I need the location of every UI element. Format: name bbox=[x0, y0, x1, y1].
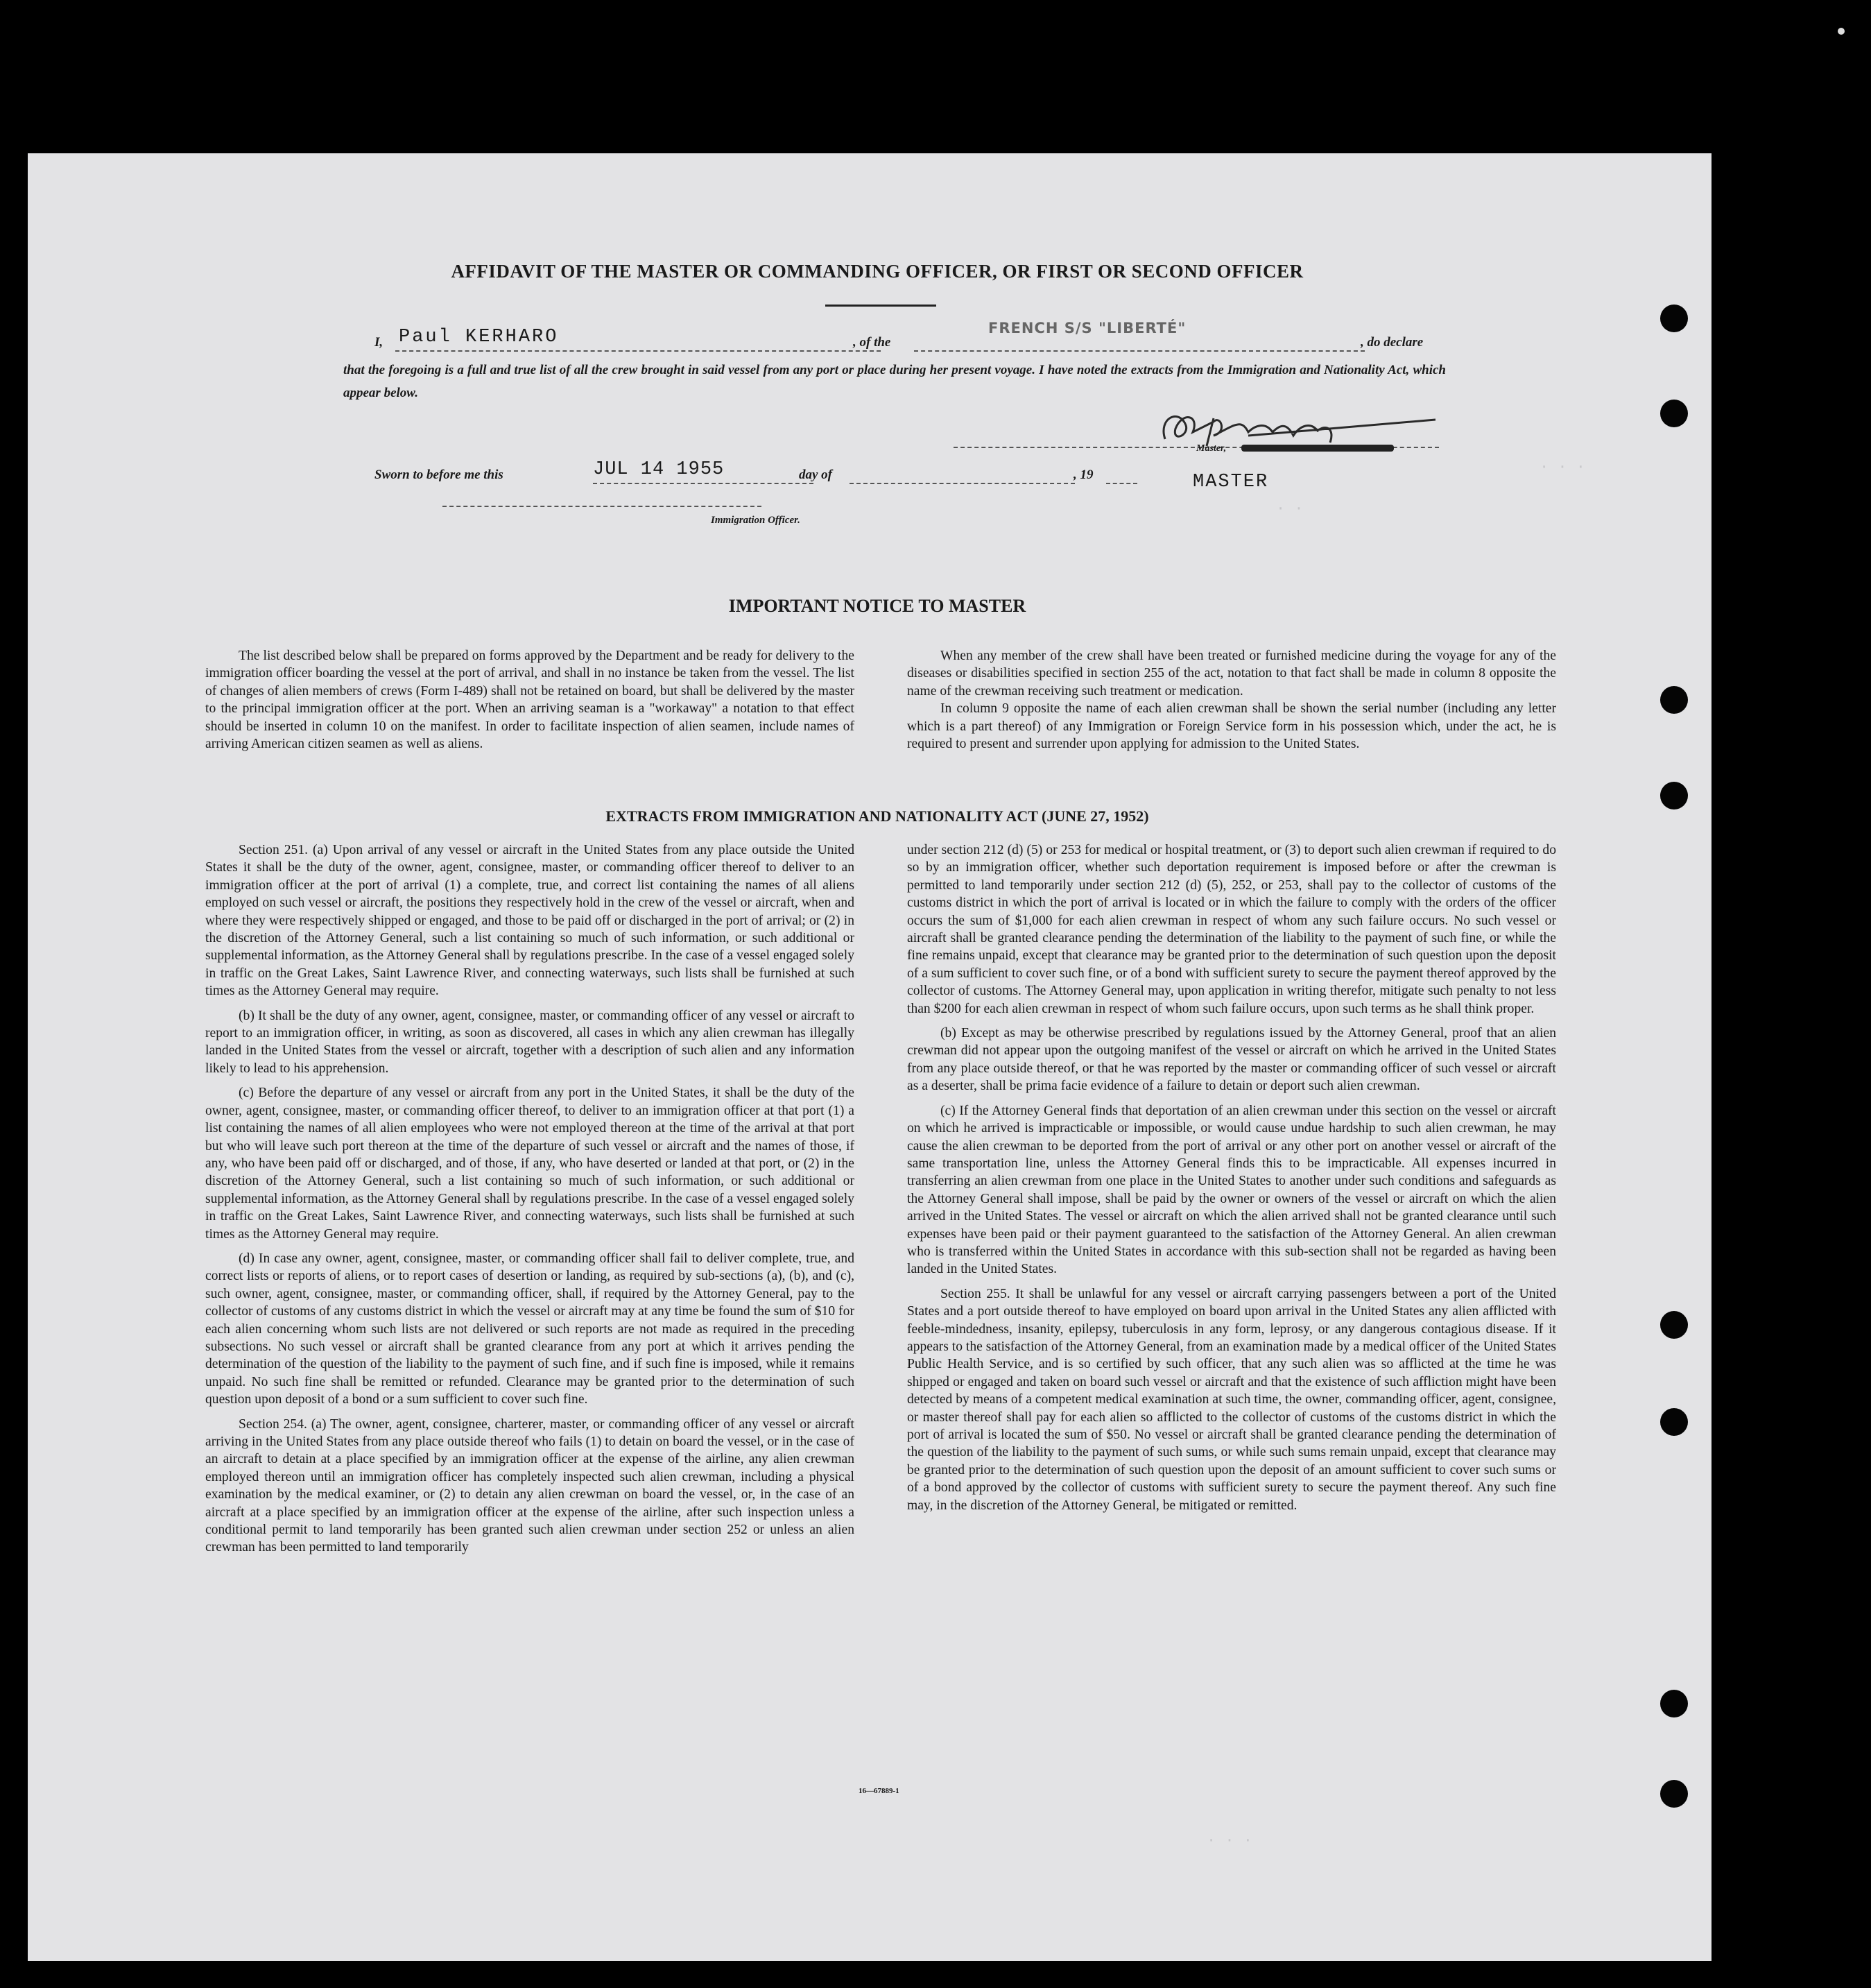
form-code: 16—67889-1 bbox=[859, 1787, 899, 1795]
title-rule bbox=[825, 305, 936, 307]
master-name: Paul KERHARO bbox=[399, 327, 559, 348]
section-255: Section 255. It shall be unlawful for any vessel or aircraft carrying passengers between a port of the United States and a port outside thereof to have employed on board upon arrival in the United States any alien afflicted with feeble-mindedness, insanity, epilepsy, tuberculosis in any form, leprosy, or any dangerous contagious disease. If it appears to the satisfaction of the Attorney General, from an examination made by a medical officer of the United States Public Health Service, and is so certified by such officer, that any such alien was so afflicted at the time he was shipped or engaged and taken on board such vessel or aircraft and that the existence of such affliction might have been detected by means of a competent medical examination at such time, the owner, commanding officer, agent, consignee, or master thereof shall pay for each alien so afflicted to the collector of customs of the customs district in which the port of arrival is located the sum of $50. No vessel or aircraft shall be granted clearance pending the determination of the question of the liability to the payment of such sums, or while such sums remain unpaid, except that clearance may be granted prior to the determination of such question upon the deposit of an amount sufficient to cover such sums or of a bond approved by the collector of customs with sufficient surety to secure the payment thereof. Any such fine may, in the discretion of the Attorney General, be mitigated or remitted. bbox=[907, 1286, 1556, 1513]
officer-signature-line bbox=[442, 493, 761, 507]
bleed-through-text: · · bbox=[1276, 500, 1304, 517]
declaration-text: that the foregoing is a full and true list of all the crew brought in said vessel from any port or place during her present voyage. I have noted the extracts from the Immigration and Nationality Act, which appear below. bbox=[343, 363, 1446, 400]
binder-hole bbox=[1660, 400, 1688, 427]
section-254a: Section 254. (a) The owner, agent, consignee, charterer, master, or commanding officer of any vessel or aircraft arriving in the United States from any place outside thereof who fails (1) to detain on board the vessel, or in the case of an aircraft to detain at a place specified by an immigration officer at the expense of the airline, any alien crewman employed thereon until an immigration officer has completely inspected such alien crewman, including a physical examination by the medical examiner, or (2) to detain any alien crewman on board the vessel, or, in the case of an aircraft at a place specified by an immigration officer at the expense of the airline, after such inspection unless a conditional permit to land temporarily has been granted such alien crewman under section 252 or unless an alien crewman has been permitted to land temporarily bbox=[205, 1416, 854, 1555]
notice-title: IMPORTANT NOTICE TO MASTER bbox=[728, 596, 1026, 616]
notice-right-column bbox=[907, 647, 1556, 760]
binder-hole bbox=[1660, 1311, 1688, 1339]
binder-hole bbox=[1660, 686, 1688, 714]
section-254b: (b) Except as may be otherwise prescribed by regulations issued by the Attorney General, proof that an alien crewman did not appear upon the outgoing manifest of the vessel or aircraft on which he arrived in the United States from any place outside thereof, or that he was reported by the master or commanding officer of such vessel or aircraft as a deserter, shall be prima facie evidence of a failure to detain or deport such alien crewman. bbox=[907, 1026, 1556, 1094]
scan-speck bbox=[1838, 28, 1845, 35]
notice-paragraph: The list described below shall be prepared on forms approved by the Department and be ready for delivery to the immigration officer boarding the vessel at the port of arrival, and shall in no instance be taken from the vessel. The list of changes of alien members of crews (Form I-489) shall not be retained on board, but shall be delivered by the master to the principal immigration officer at the port. When an arriving seaman is a "workaway" a notation to that effect should be inserted in column 10 on the manifest. In order to facilitate inspection of alien seamen, include names of arriving American citizen seamen as well as aliens. bbox=[205, 649, 854, 752]
signer-title: MASTER bbox=[1193, 472, 1269, 492]
section-251c: (c) Before the departure of any vessel or aircraft from any port in the United States, it shall be the duty of the owner, agent, consignee, master, or commanding officer thereof, to deliver to an immigration officer at that port (1) a list containing the names of all alien employees who were not employed thereon at the time of the arrival at that port but who will leave such port thereon at the time of the departure of such vessel or aircraft and the names of those, if any, who have been paid off or discharged, and of those, if any, who have deserted or landed at that port, or (2) in the discretion of the Attorney General, such a list containing so much of such information, or such additional or supplemental information, as the Attorney General shall by regulations prescribe. In the case of a vessel engaged solely in traffic on the Great Lakes, Saint Lawrence River, and connecting waterways, such lists shall be furnished at such times as the Attorney General may require. bbox=[205, 1086, 854, 1242]
section-254a-continued: under section 212 (d) (5) or 253 for medical or hospital treatment, or (3) to deport such alien crewman if required to do so by an immigration officer, whether such deportation requirement is imposed before or after the crewman is permitted to land temporarily under section 212 (d) (5), 252, or 253, shall pay to the collector of customs of the customs district in which the port of arrival is located or in which the failure to comply with the orders of the officer occurs the sum of $1,000 for each alien crewman in respect of whom any such failure occurs. No such vessel or aircraft shall be granted clearance pending the determination of the liability to the payment of such fine, or while the fine remains unpaid, except that clearance may be granted prior to the determination of such question upon the deposit of a sum sufficient to cover such fine, or of a bond with sufficient surety to secure the payment thereof approved by the collector of customs. The Attorney General may, upon application in writing therefor, mitigate such penalty to not less than $200 for each alien crewman in respect of whom such failure occurs, upon such terms as he shall think proper. bbox=[907, 843, 1556, 1016]
sworn-date: JUL 14 1955 bbox=[593, 459, 725, 480]
struck-title-redaction bbox=[1241, 445, 1394, 452]
year-label: , 19 bbox=[1074, 468, 1094, 482]
section-251a: Section 251. (a) Upon arrival of any vessel or aircraft in the United States from any place outside the United States it shall be the duty of the owner, agent, consignee, master, or commanding officer thereof to deliver to an immigration officer at the port of arrival (1) a complete, true, and correct list containing the names of all aliens employed on such vessel or aircraft, the positions they respectively hold in the crew of the vessel or aircraft, when and where they were respectively shipped or engaged, and those to be paid off or discharged in the port of arrival; or (2) in the discretion of the Attorney General, such a list containing so much of such information, or such additional or supplemental information, as the Attorney General shall by regulations prescribe. In the case of a vessel engaged solely in traffic on the Great Lakes, Saint Lawrence River, and connecting waterways, such lists shall be furnished at such times as the Attorney General may require. bbox=[205, 843, 854, 999]
binder-hole bbox=[1660, 1780, 1688, 1808]
section-254c: (c) If the Attorney General finds that deportation of an alien crewman under this section on the vessel or aircraft on which he arrived is impracticable or impossible, or would cause undue hardship to such alien crewman, he may cause the alien crewman to be deported from the port of arrival or any other port on another vessel or aircraft of the same transportation line, unless the Attorney General finds this to be impracticable. All expenses incurred in transferring an alien crewman from one place in the United States to another under such conditions and safeguards as the Attorney General shall impose, shall be paid by the owner or owners of the vessel or aircraft on which the alien arrived in the United States. The vessel or aircraft on which the alien arrived shall not be granted clearance until such expenses have been paid or their payment guaranteed to the satisfaction of the Attorney General. An alien crewman who is transferred within the United States in accordance with this sub-section shall not be regarded as having been landed in the United States. bbox=[907, 1103, 1556, 1277]
bleed-through-text: · · · bbox=[1540, 459, 1586, 476]
day-field bbox=[850, 468, 1075, 484]
notice-paragraph: When any member of the crew shall have been treated or furnished medicine during the voyage for any of the diseases or disabilities specified in section 255 of the act, notation to that fact shall be made in column 8 opposite the name of the crewman receiving such treatment or medication. bbox=[907, 649, 1556, 699]
i-label: I, bbox=[374, 335, 383, 350]
affidavit-title: AFFIDAVIT OF THE MASTER OR COMMANDING OFFICER, OR FIRST OR SECOND OFFICER bbox=[451, 261, 1304, 282]
day-of-label: day of bbox=[799, 468, 833, 482]
vessel-name: FRENCH S/S "LIBERTÉ" bbox=[988, 320, 1187, 336]
extracts-left-column bbox=[205, 841, 854, 1563]
sworn-label: Sworn to before me this bbox=[374, 468, 503, 482]
binder-hole bbox=[1660, 305, 1688, 332]
of-the-label: , of the bbox=[853, 335, 891, 350]
notice-paragraph: In column 9 opposite the name of each alien crewman shall be shown the serial number (including any letter which is a part thereof) of any Immigration or Foreign Service form in his possession which, under the act, he is required to present and surrender upon applying for admission to the United States. bbox=[907, 701, 1556, 752]
bleed-through-text: · · · bbox=[1207, 1832, 1253, 1849]
section-251b: (b) It shall be the duty of any owner, agent, consignee, master, or commanding officer of any vessel or aircraft to report to an immigration officer, in writing, as soon as discovered, all cases in which any alien crewman has illegally landed in the United States from the vessel or aircraft, together with a description of such alien and any information likely to lead to his apprehension. bbox=[205, 1008, 854, 1076]
do-declare-label: , do declare bbox=[1361, 335, 1424, 350]
affidavit-form-page bbox=[28, 153, 1712, 1961]
binder-hole bbox=[1660, 1408, 1688, 1436]
officer-caption: Immigration Officer. bbox=[711, 515, 800, 526]
notice-left-column bbox=[205, 647, 854, 760]
vessel-field bbox=[914, 335, 1365, 352]
extracts-right-column bbox=[907, 841, 1556, 1521]
year-field bbox=[1106, 468, 1137, 484]
binder-hole bbox=[1660, 782, 1688, 809]
section-251d: (d) In case any owner, agent, consignee, master, or commanding officer shall fail to deliver complete, true, and correct lists or reports of aliens, or to report cases of desertion or landing, as required by sub-sections (a), (b), and (c), such owner, agent, consignee, master, or commanding officer, shall, if required by the Attorney General, pay to the collector of customs of any customs district in which the vessel or aircraft may at any time be found the sum of $10 for each alien concerning whom such lists are not delivered or such reports are not made as required in the preceding subsections. No such vessel or aircraft shall be granted clearance from any port at which it arrives pending the determination of the question of the liability to the payment of such fine, and if such fine is imposed, while it remains unpaid. No such fine shall be remitted or refunded. Clearance may be granted prior to the determination of such question upon deposit of a bond or a sum sufficient to cover such fine. bbox=[205, 1251, 854, 1407]
signature-caption: Master, bbox=[1196, 443, 1227, 454]
binder-hole bbox=[1660, 1690, 1688, 1717]
extracts-title: EXTRACTS FROM IMMIGRATION AND NATIONALITY ACT (JUNE 27, 1952) bbox=[605, 807, 1149, 825]
